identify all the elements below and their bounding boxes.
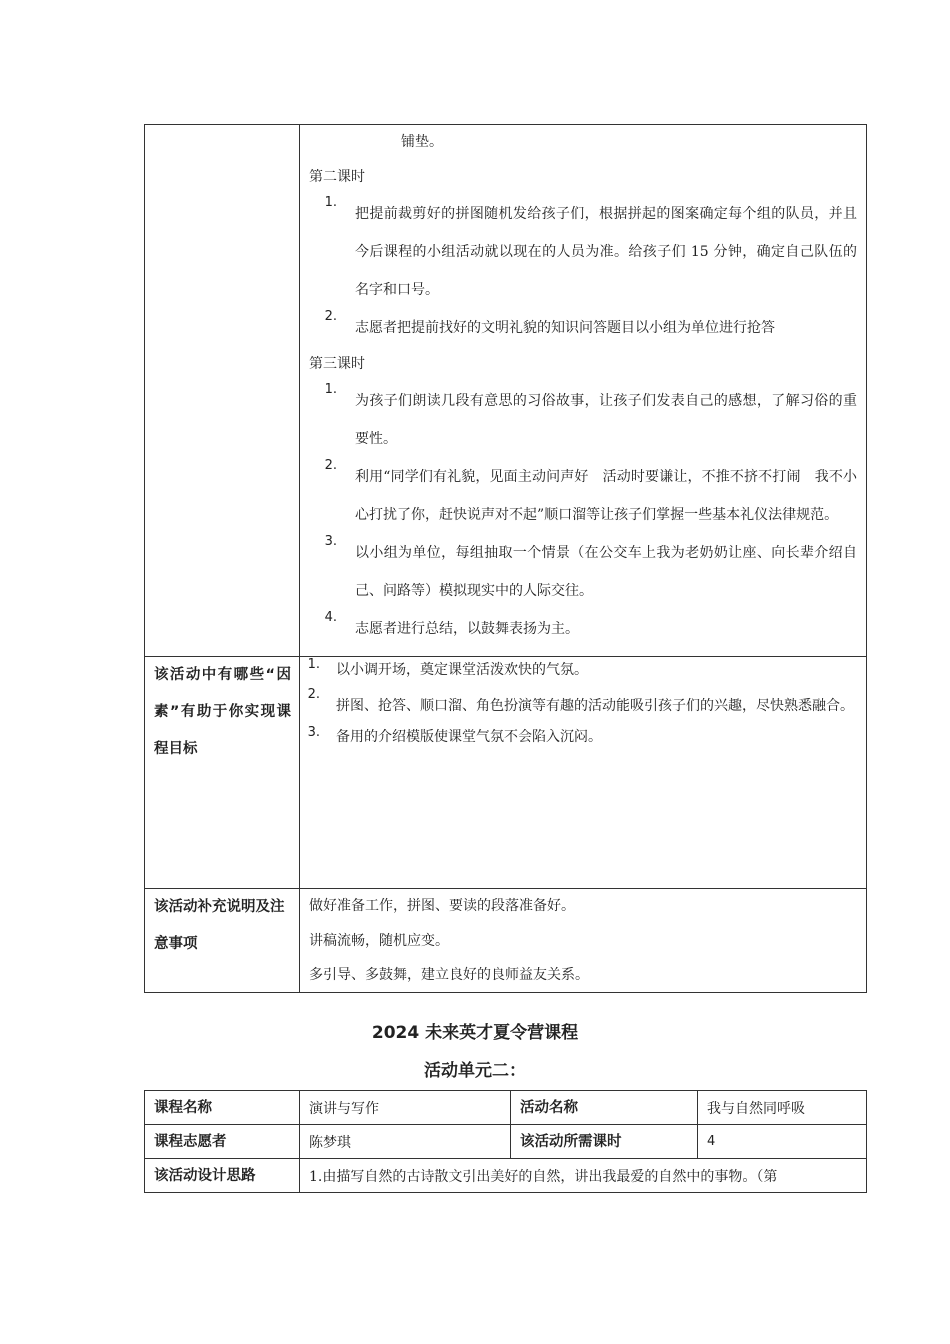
hours-value: 4: [698, 1125, 867, 1159]
list-item: [309, 382, 857, 458]
list-number: 1.: [324, 382, 337, 397]
activity-table-continued: [144, 124, 867, 993]
activity-name-value: 我与自然同呼吸: [698, 1091, 867, 1125]
list-text: 志愿者进行总结，以鼓舞表扬为主。: [355, 621, 579, 637]
lesson3-title: 第三课时: [309, 356, 365, 372]
list-number: 2.: [324, 309, 337, 324]
factors-cell: [300, 657, 867, 889]
list-item: [300, 725, 857, 749]
list-number: 3.: [324, 534, 337, 549]
notes-label: 该活动补充说明及注意事项: [145, 889, 300, 993]
factors-row: [145, 657, 867, 889]
volunteer-label: 课程志愿者: [145, 1125, 300, 1159]
lesson-plan-row: [145, 125, 867, 657]
course-name-value: 演讲与写作: [300, 1091, 511, 1125]
list-number: 4.: [324, 610, 337, 625]
notes-cell: [300, 889, 867, 993]
list-text: 备用的介绍模版使课堂气氛不会陷入沉闷。: [336, 729, 602, 745]
volunteer-value: 陈梦琪: [300, 1125, 511, 1159]
list-text: 为孩子们朗读几段有意思的习俗故事，让孩子们发表自己的感想，了解习俗的重要性。: [355, 393, 857, 447]
activity-name-label: 活动名称: [511, 1091, 698, 1125]
activity-unit-2-table: [144, 1090, 867, 1193]
list-item: [309, 458, 857, 534]
course-row: [145, 1091, 867, 1125]
design-row: [145, 1159, 867, 1193]
volunteer-row: [145, 1125, 867, 1159]
empty-label-cell: [145, 125, 300, 657]
list-number: 1.: [307, 657, 320, 672]
section-title: 2024 未来英才夏令营课程: [371, 1023, 579, 1043]
list-text: 利用“同学们有礼貌，见面主动问声好 活动时要谦让，不推不挤不打闹 我不小心打扰了你，赶快说声对不起”顺口溜等让孩子们掌握一些基本礼仪法律规范。: [355, 469, 857, 523]
list-text: 拼图、抢答、顺口溜、角色扮演等有趣的活动能吸引孩子们的兴趣，尽快熟悉融合。: [336, 698, 854, 714]
list-number: 3.: [307, 725, 320, 740]
notes-line: 讲稿流畅，随机应变。: [309, 933, 449, 949]
list-item: [309, 610, 857, 648]
list-item: [300, 657, 857, 683]
design-value: 1.由描写自然的古诗散文引出美好的自然，讲出我最爱的自然中的事物。（第: [300, 1159, 867, 1193]
notes-line: 做好准备工作，拼图、要读的段落准备好。: [309, 898, 575, 914]
factors-label: 该活动中有哪些“因素”有助于你实现课程目标: [145, 657, 300, 889]
notes-row: [145, 889, 867, 993]
lesson-plan-cell: [300, 125, 867, 657]
list-number: 2.: [324, 458, 337, 473]
continuation-text: [309, 125, 857, 160]
list-item: [309, 309, 857, 347]
list-text: 把提前裁剪好的拼图随机发给孩子们，根据拼起的图案确定每个组的队员，并且今后课程的小组活动就以现在的人员为准。给孩子们 15 分钟，确定自己队伍的名字和口号。: [355, 206, 857, 298]
list-text: 以小组为单位，每组抽取一个情景（在公交车上我为老奶奶让座、向长辈介绍自己、问路等）模拟现实中的人际交往。: [355, 545, 857, 599]
list-item: [309, 195, 857, 309]
list-item: [300, 687, 857, 725]
list-item: [309, 534, 857, 610]
course-name-label: 课程名称: [145, 1091, 300, 1125]
hours-label: 该活动所需课时: [511, 1125, 698, 1159]
continuation-span: 铺垫。: [401, 134, 443, 150]
lesson2-title: 第二课时: [309, 169, 365, 185]
section-subtitle: 活动单元二：: [424, 1061, 526, 1081]
notes-line: 多引导、多鼓舞，建立良好的良师益友关系。: [309, 967, 589, 983]
list-number: 1.: [324, 195, 337, 210]
design-label: 该活动设计思路: [145, 1159, 300, 1193]
list-number: 2.: [307, 687, 320, 702]
list-text: 志愿者把提前找好的文明礼貌的知识问答题目以小组为单位进行抢答: [355, 320, 775, 336]
list-text: 以小调开场，奠定课堂活泼欢快的气氛。: [336, 662, 588, 678]
